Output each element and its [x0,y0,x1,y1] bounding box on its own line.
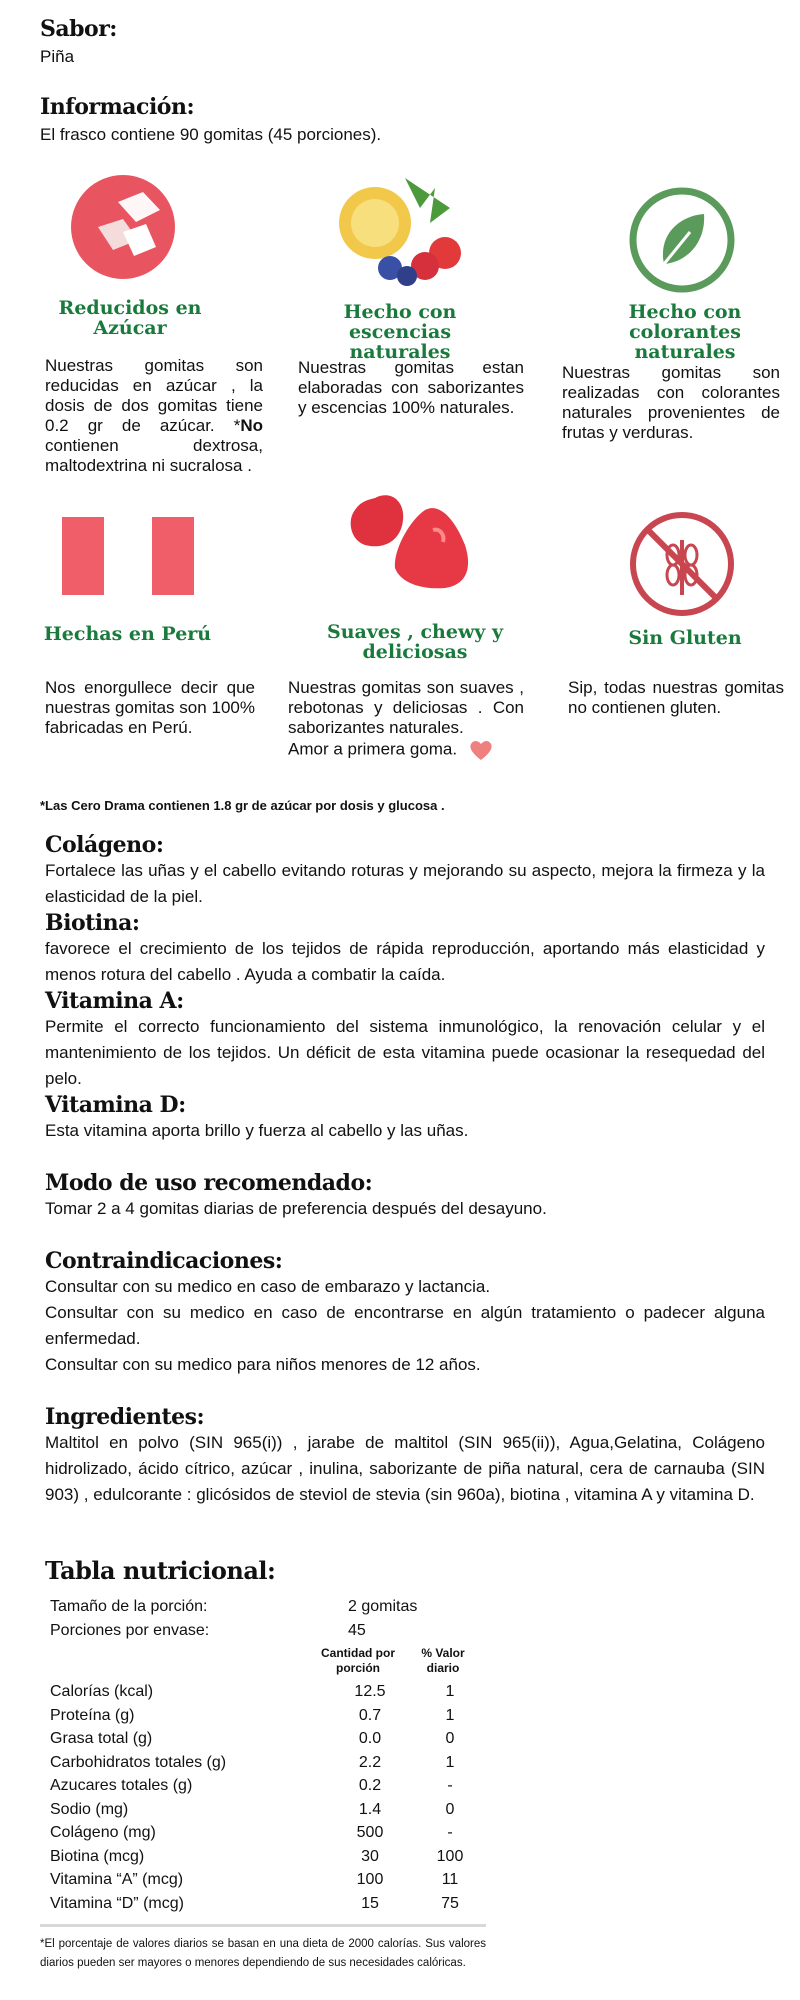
vitamina-d-text: Esta vitamina aporta brillo y fuerza al cabello y las uñas. [45,1121,469,1140]
nutrition-qty: 30 [361,1847,379,1865]
no-gluten-icon [628,510,736,618]
biotina-heading: Biotina: [45,910,140,936]
sabor-value: Piña [40,47,75,66]
feature-text-leaf: Nuestras gomitas son realizadas con colorantes naturales provenientes de frutas y verduras. [562,363,780,442]
nutrition-row [50,1824,480,1848]
heart-icon [468,738,494,762]
col-dv-header: % Valor diario [421,1646,465,1675]
feature-text-gummy: Nuestras gomitas son suaves , rebotonas y deliciosas . Con saborizantes naturales. Amor a primera goma. [288,678,524,762]
feature-title-fruits: Hecho con escencias naturales [343,301,457,363]
feature-text-gluten: Sip, todas nuestras gomitas no contienen gluten. [568,678,784,717]
nutrition-name: Sodio (mg) [50,1800,129,1818]
sugar-note: *Las Cero Drama contienen 1.8 gr de azúcar por dosis y glucosa . [40,798,445,813]
feature-title-gluten: Sin Gluten [628,627,742,649]
feature-title-gummy: Suaves , chewy y deliciosas [326,621,504,663]
ingredientes-text: Maltitol en polvo (SIN 965(i)) , jarabe de maltitol (SIN 965(ii)), Agua,Gelatina, Colágeno hidrolizado, ácido cítrico, azúcar , inulina, saborizante de piña natural, cera de carnauba (SIN 903) , edulcorante : glicósidos de steviol de stevia (sin 960a), biotina , vitamina A y vitamina D. [45,1433,765,1504]
nutrition-footnote: *El porcentaje de valores diarios se basan en una dieta de 2000 calorías. Sus valores diarios pueden ser mayores o menores dependiendo de sus necesidades calóricas. [40,1938,486,1969]
fruits-icon [325,168,475,288]
vitamina-a-heading: Vitamina A: [45,988,184,1014]
nutrition-dv: 11 [441,1871,459,1888]
nutrition-divider [40,1924,486,1927]
feature-text-fruits: Nuestras gomitas estan elaboradas con saborizantes y escencias 100% naturales. [298,358,524,417]
nutrition-dv: - [447,1777,453,1794]
nutrition-dv: 1 [445,1706,455,1724]
nutrition-dv: 0 [445,1730,455,1747]
nutrition-dv: 75 [441,1894,459,1912]
modo-uso-text: Tomar 2 a 4 gomitas diarias de preferencia después del desayuno. [45,1199,547,1218]
nutrition-name: Grasa total (g) [50,1730,153,1747]
nutrition-row [50,1848,480,1872]
sabor-heading: Sabor: [40,16,117,42]
nutrition-name: Carbohidratos totales (g) [50,1753,227,1771]
col-qty-header: Cantidad por porción [321,1646,395,1675]
modo-uso-heading: Modo de uso recomendado: [45,1170,373,1196]
nutrition-name: Colágeno (mg) [50,1824,156,1841]
nutrition-name: Biotina (mcg) [50,1847,145,1865]
biotina-text: favorece el crecimiento de los tejidos de rápida reproducción, aportando más elasticidad y menos rotura del cabello . Ayuda a combatir la caída. [45,939,765,984]
nutrition-row [50,1754,480,1778]
nutrition-row [50,1707,480,1731]
nutrition-row [50,1683,480,1707]
ingredientes-heading: Ingredientes: [45,1404,205,1430]
sugar-cubes-icon [68,172,178,282]
gummy-icon [345,490,485,605]
nutrition-name: Azucares totales (g) [50,1777,193,1794]
nutrition-qty: 2.2 [358,1753,382,1771]
nutrition-row [50,1871,480,1895]
nutrition-name: Vitamina “D” (mcg) [50,1894,184,1912]
nutrition-qty: 0.7 [358,1706,382,1724]
nutrition-row [50,1730,480,1754]
feature-text-peru: Nos enorgullece decir que nuestras gomitas son 100% fabricadas en Perú. [45,678,255,737]
informacion-text: El frasco contiene 90 gomitas (45 porciones). [40,125,382,144]
nutrition-qty: 1.4 [358,1800,382,1818]
informacion-heading: Información: [40,94,195,120]
nutrition-row [50,1895,480,1919]
feature-title-leaf: Hecho con colorantes naturales [628,301,742,363]
nutrition-qty: 0.2 [358,1777,382,1794]
nutrition-name: Calorías (kcal) [50,1683,154,1700]
feature-title-peru: Hechas en Perú [43,623,212,645]
nutrition-qty: 12.5 [354,1683,386,1700]
nutrition-dv: 1 [445,1753,455,1771]
peru-flag-icon [58,515,198,597]
nutrition-row [50,1801,480,1825]
nutrition-qty: 500 [356,1824,384,1841]
contraindicaciones-heading: Contraindicaciones: [45,1248,283,1274]
vitamina-d-heading: Vitamina D: [45,1092,186,1118]
nutrition-dv: 100 [436,1847,464,1865]
leaf-icon [628,186,736,294]
nutrition-dv: 0 [445,1800,455,1818]
nutrition-dv: - [447,1824,453,1841]
serving-value: 2 gomitas [348,1598,418,1615]
nutrition-name: Vitamina “A” (mcg) [50,1871,184,1888]
contraindicaciones-text: Consultar con su medico en caso de embarazo y lactancia. Consultar con su medico en caso de encontrarse en algún tratamiento o padecer alguna enfermedad. Consultar con su medico para niños menores de 12 años. [45,1277,765,1374]
colageno-heading: Colágeno: [45,832,164,858]
nutrition-qty: 100 [356,1871,384,1888]
nutrition-qty: 0.0 [358,1730,382,1747]
nutrition-name: Proteína (g) [50,1706,135,1724]
feature-text-sugar: Nuestras gomitas son reducidas en azúcar , la dosis de dos gomitas tiene 0.2 gr de azúcar. *No contienen dextrosa, maltodextrina ni sucralosa . [45,356,264,475]
nutrition-heading: Tabla nutricional: [45,1556,276,1585]
nutrition-qty: 15 [361,1894,379,1912]
nutrition-dv: 1 [445,1683,455,1700]
vitamina-a-text: Permite el correcto funcionamiento del sistema inmunológico, la renovación celular y el mantenimiento de los tejidos. Un déficit de esta vitamina puede ocasionar la resequedad del pelo. [45,1017,765,1088]
nutrition-row [50,1777,480,1801]
per-container-label: Porciones por envase: [50,1622,210,1639]
colageno-text: Fortalece las uñas y el cabello evitando roturas y mejorando su aspecto, mejora la firmeza y la elasticidad de la piel. [45,861,765,906]
per-container-value: 45 [348,1622,366,1639]
serving-label: Tamaño de la porción: [50,1598,208,1615]
feature-title-sugar: Reducidos en Azúcar [58,297,202,339]
